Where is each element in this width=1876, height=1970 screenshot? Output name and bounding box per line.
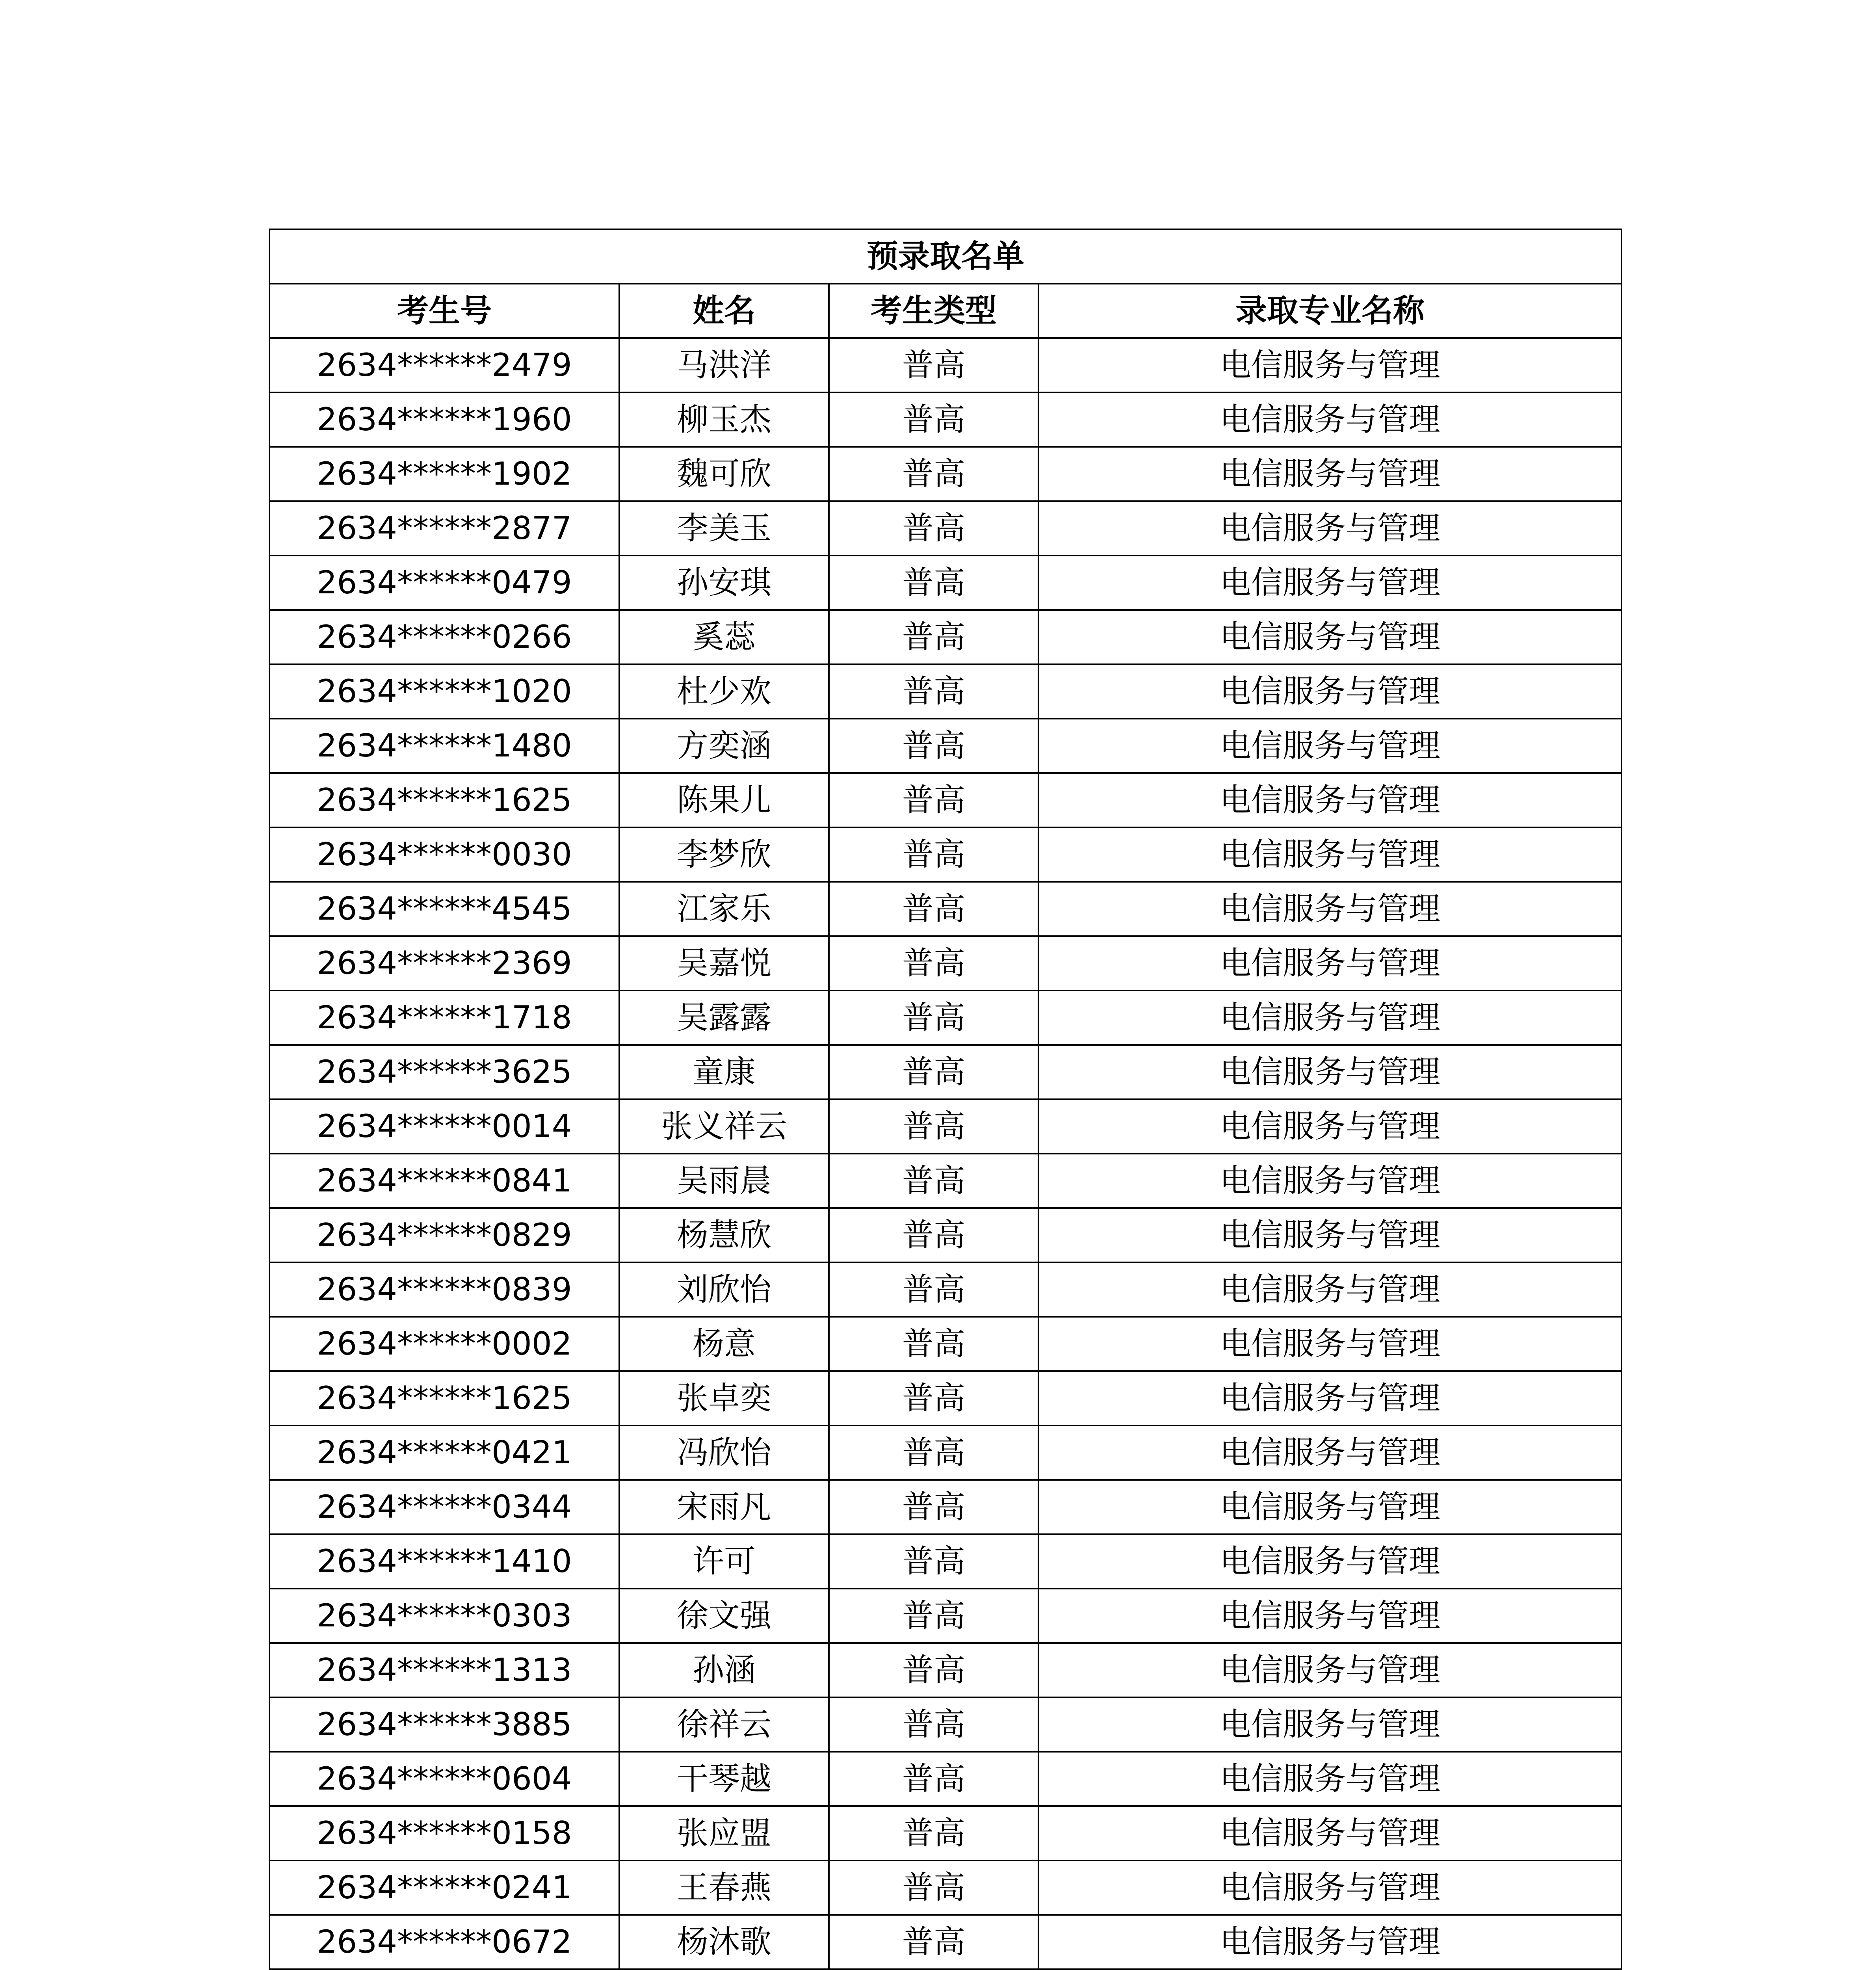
exam-number-cell: 2634******1902: [269, 447, 619, 501]
name-cell: 杨慧欣: [619, 1208, 829, 1262]
major-cell: 电信服务与管理: [1038, 664, 1622, 719]
table-row: [269, 392, 1622, 447]
exam-number-cell: 2634******0266: [269, 610, 619, 664]
table-row: [269, 556, 1622, 610]
name-cell: 吴露露: [619, 991, 829, 1045]
student-type-cell: 普高: [829, 1697, 1038, 1752]
name-cell: 吴嘉悦: [619, 936, 829, 991]
exam-number-cell: 2634******0672: [269, 1915, 619, 1969]
exam-number-cell: 2634******1960: [269, 392, 619, 447]
table-row: [269, 1697, 1622, 1752]
major-cell: 电信服务与管理: [1038, 719, 1622, 773]
student-type-cell: 普高: [829, 1860, 1038, 1915]
major-cell: 电信服务与管理: [1038, 1752, 1622, 1806]
exam-number-cell: 2634******0841: [269, 1154, 619, 1208]
student-type-cell: 普高: [829, 501, 1038, 556]
table-title: 预录取名单: [269, 229, 1622, 284]
table-row: [269, 719, 1622, 773]
major-cell: 电信服务与管理: [1038, 773, 1622, 827]
exam-number-cell: 2634******1625: [269, 1371, 619, 1425]
header-row: [269, 284, 1622, 338]
table-row: [269, 1534, 1622, 1589]
table-row: [269, 1208, 1622, 1262]
name-cell: 吴雨晨: [619, 1154, 829, 1208]
exam-number-cell: 2634******2479: [269, 338, 619, 392]
major-cell: 电信服务与管理: [1038, 1208, 1622, 1262]
major-cell: 电信服务与管理: [1038, 392, 1622, 447]
major-cell: 电信服务与管理: [1038, 610, 1622, 664]
major-cell: 电信服务与管理: [1038, 1589, 1622, 1643]
table-row: [269, 1099, 1622, 1154]
name-cell: 陈果儿: [619, 773, 829, 827]
table-row: [269, 1915, 1622, 1969]
student-type-cell: 普高: [829, 1480, 1038, 1534]
name-cell: 杨意: [619, 1317, 829, 1371]
student-type-cell: 普高: [829, 773, 1038, 827]
exam-number-cell: 2634******0421: [269, 1425, 619, 1480]
exam-number-cell: 2634******0241: [269, 1860, 619, 1915]
name-cell: 奚蕊: [619, 610, 829, 664]
student-type-cell: 普高: [829, 338, 1038, 392]
table-body: [269, 338, 1622, 1970]
student-type-cell: 普高: [829, 1643, 1038, 1697]
name-cell: 方奕涵: [619, 719, 829, 773]
table-row: [269, 447, 1622, 501]
name-cell: 杜少欢: [619, 664, 829, 719]
exam-number-cell: 2634******0158: [269, 1806, 619, 1860]
major-cell: 电信服务与管理: [1038, 1915, 1622, 1969]
column-header-major: 录取专业名称: [1038, 284, 1622, 338]
student-type-cell: 普高: [829, 1317, 1038, 1371]
student-type-cell: 普高: [829, 1589, 1038, 1643]
column-header-student-type: 考生类型: [829, 284, 1038, 338]
name-cell: 刘欣怡: [619, 1262, 829, 1317]
name-cell: 柳玉杰: [619, 392, 829, 447]
name-cell: 李美玉: [619, 501, 829, 556]
title-row: [269, 229, 1622, 284]
name-cell: 张应盟: [619, 1806, 829, 1860]
major-cell: 电信服务与管理: [1038, 556, 1622, 610]
table-row: [269, 1371, 1622, 1425]
student-type-cell: 普高: [829, 447, 1038, 501]
table-row: [269, 1317, 1622, 1371]
exam-number-cell: 2634******1410: [269, 1534, 619, 1589]
student-type-cell: 普高: [829, 1915, 1038, 1969]
table-row: [269, 501, 1622, 556]
name-cell: 张卓奕: [619, 1371, 829, 1425]
name-cell: 江家乐: [619, 882, 829, 936]
name-cell: 许可: [619, 1534, 829, 1589]
name-cell: 干琴越: [619, 1752, 829, 1806]
major-cell: 电信服务与管理: [1038, 447, 1622, 501]
name-cell: 徐祥云: [619, 1697, 829, 1752]
name-cell: 孙涵: [619, 1643, 829, 1697]
major-cell: 电信服务与管理: [1038, 1643, 1622, 1697]
major-cell: 电信服务与管理: [1038, 1262, 1622, 1317]
major-cell: 电信服务与管理: [1038, 1425, 1622, 1480]
exam-number-cell: 2634******1020: [269, 664, 619, 719]
student-type-cell: 普高: [829, 882, 1038, 936]
table-row: [269, 1752, 1622, 1806]
table-row: [269, 338, 1622, 392]
exam-number-cell: 2634******1718: [269, 991, 619, 1045]
table-row: [269, 1045, 1622, 1099]
exam-number-cell: 2634******0604: [269, 1752, 619, 1806]
name-cell: 李梦欣: [619, 827, 829, 882]
name-cell: 张义祥云: [619, 1099, 829, 1154]
name-cell: 马洪洋: [619, 338, 829, 392]
student-type-cell: 普高: [829, 1262, 1038, 1317]
major-cell: 电信服务与管理: [1038, 1371, 1622, 1425]
name-cell: 童康: [619, 1045, 829, 1099]
major-cell: 电信服务与管理: [1038, 1534, 1622, 1589]
major-cell: 电信服务与管理: [1038, 936, 1622, 991]
exam-number-cell: 2634******3885: [269, 1697, 619, 1752]
table-row: [269, 1860, 1622, 1915]
major-cell: 电信服务与管理: [1038, 882, 1622, 936]
major-cell: 电信服务与管理: [1038, 501, 1622, 556]
column-header-exam-number: 考生号: [269, 284, 619, 338]
exam-number-cell: 2634******0002: [269, 1317, 619, 1371]
name-cell: 冯欣怡: [619, 1425, 829, 1480]
major-cell: 电信服务与管理: [1038, 1806, 1622, 1860]
name-cell: 徐文强: [619, 1589, 829, 1643]
name-cell: 孙安琪: [619, 556, 829, 610]
table-row: [269, 1643, 1622, 1697]
table-row: [269, 991, 1622, 1045]
table-row: [269, 610, 1622, 664]
exam-number-cell: 2634******0014: [269, 1099, 619, 1154]
major-cell: 电信服务与管理: [1038, 1154, 1622, 1208]
name-cell: 宋雨凡: [619, 1480, 829, 1534]
major-cell: 电信服务与管理: [1038, 827, 1622, 882]
table-row: [269, 882, 1622, 936]
name-cell: 杨沐歌: [619, 1915, 829, 1969]
exam-number-cell: 2634******0839: [269, 1262, 619, 1317]
student-type-cell: 普高: [829, 1371, 1038, 1425]
student-type-cell: 普高: [829, 719, 1038, 773]
table-row: [269, 773, 1622, 827]
student-type-cell: 普高: [829, 827, 1038, 882]
student-type-cell: 普高: [829, 991, 1038, 1045]
exam-number-cell: 2634******2369: [269, 936, 619, 991]
table-row: [269, 664, 1622, 719]
exam-number-cell: 2634******0479: [269, 556, 619, 610]
student-type-cell: 普高: [829, 1806, 1038, 1860]
student-type-cell: 普高: [829, 1208, 1038, 1262]
student-type-cell: 普高: [829, 392, 1038, 447]
exam-number-cell: 2634******2877: [269, 501, 619, 556]
table-row: [269, 1262, 1622, 1317]
admission-list-table: [269, 229, 1622, 1970]
student-type-cell: 普高: [829, 1752, 1038, 1806]
student-type-cell: 普高: [829, 936, 1038, 991]
table-row: [269, 1589, 1622, 1643]
major-cell: 电信服务与管理: [1038, 991, 1622, 1045]
student-type-cell: 普高: [829, 1534, 1038, 1589]
name-cell: 魏可欣: [619, 447, 829, 501]
exam-number-cell: 2634******1480: [269, 719, 619, 773]
major-cell: 电信服务与管理: [1038, 1860, 1622, 1915]
exam-number-cell: 2634******0829: [269, 1208, 619, 1262]
exam-number-cell: 2634******0303: [269, 1589, 619, 1643]
student-type-cell: 普高: [829, 556, 1038, 610]
exam-number-cell: 2634******1313: [269, 1643, 619, 1697]
student-type-cell: 普高: [829, 664, 1038, 719]
exam-number-cell: 2634******0030: [269, 827, 619, 882]
table-row: [269, 1480, 1622, 1534]
table-row: [269, 936, 1622, 991]
student-type-cell: 普高: [829, 610, 1038, 664]
major-cell: 电信服务与管理: [1038, 1045, 1622, 1099]
table-row: [269, 827, 1622, 882]
exam-number-cell: 2634******1625: [269, 773, 619, 827]
major-cell: 电信服务与管理: [1038, 1099, 1622, 1154]
student-type-cell: 普高: [829, 1154, 1038, 1208]
student-type-cell: 普高: [829, 1045, 1038, 1099]
exam-number-cell: 2634******4545: [269, 882, 619, 936]
table-row: [269, 1425, 1622, 1480]
major-cell: 电信服务与管理: [1038, 1697, 1622, 1752]
major-cell: 电信服务与管理: [1038, 1317, 1622, 1371]
major-cell: 电信服务与管理: [1038, 1480, 1622, 1534]
student-type-cell: 普高: [829, 1425, 1038, 1480]
column-header-name: 姓名: [619, 284, 829, 338]
exam-number-cell: 2634******0344: [269, 1480, 619, 1534]
table-row: [269, 1154, 1622, 1208]
student-type-cell: 普高: [829, 1099, 1038, 1154]
major-cell: 电信服务与管理: [1038, 338, 1622, 392]
exam-number-cell: 2634******3625: [269, 1045, 619, 1099]
table-row: [269, 1806, 1622, 1860]
name-cell: 王春燕: [619, 1860, 829, 1915]
